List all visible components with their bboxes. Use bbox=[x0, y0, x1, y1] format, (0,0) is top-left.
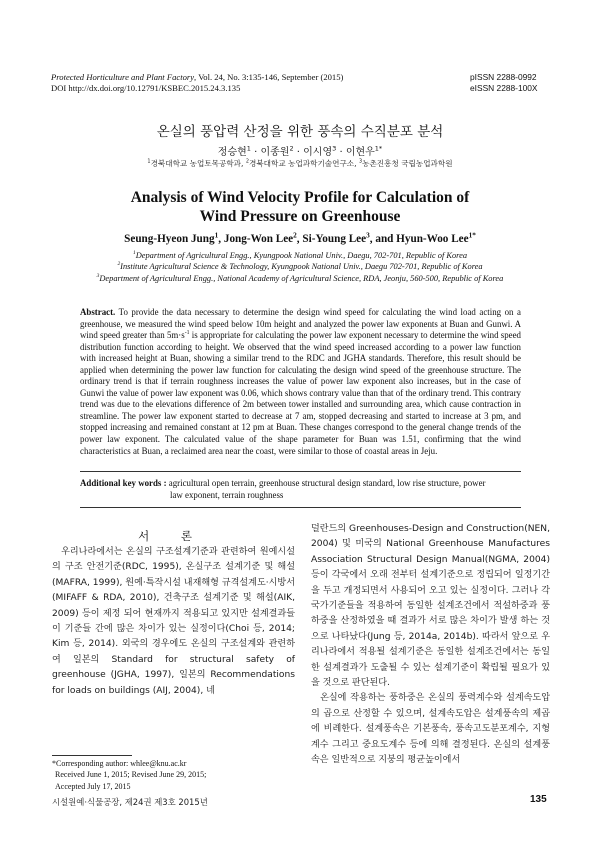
korean-author: 정승현 bbox=[217, 147, 247, 158]
affiliation-text: Institute Agricultural Science & Technology, Kyungpook National Univ., Daegu 702-701, Republic of Korea bbox=[120, 262, 483, 272]
korean-affiliation: 경북대학교 농업토목공학과, bbox=[150, 159, 246, 168]
korean-author: 이현우 bbox=[345, 147, 375, 158]
keywords-label: Additional key words bbox=[80, 478, 162, 488]
english-affiliation bbox=[0, 250, 600, 261]
page-number: 135 bbox=[530, 794, 547, 805]
footnote-divider bbox=[52, 755, 132, 756]
affil-sup: 3 bbox=[358, 158, 363, 165]
english-affiliation bbox=[0, 273, 600, 284]
korean-author: 이시영 bbox=[303, 147, 333, 158]
english-author: Seung-Hyeon Jung bbox=[124, 233, 215, 245]
keywords-text-cont: law exponent, terrain roughness bbox=[170, 489, 284, 500]
abstract-divider bbox=[80, 471, 521, 472]
author-separator: · bbox=[250, 147, 261, 158]
author-separator: · bbox=[293, 147, 304, 158]
author-sup: 1 bbox=[246, 144, 251, 153]
author-sup: 3 bbox=[366, 231, 370, 240]
keywords-colon: : bbox=[161, 478, 169, 488]
body-paragraph: 덜란드의 Greenhouses-Design and Construction(NEN, 2004) 및 미국의 National Greenhouse Manufactures Association Structural Design Manual(NGMA, 2004)등이 각국에서 오래 전부터 설계기준으로 정립되어 일정기간을 두고 개정되면서 사용되어 오고 있는 실정이다. 그러나 각 국가기준들을 적용하여 동일한 설계조건에서 적설하중과 풍하중을 산정하였을 때 결과가 서로 많은 차이가 발생 하는 것으로 나타났다(Jung 등, 2014a, 2014b). 따라서 앞으로 우리나라에서 적용될 설계기준은 동일한 설계조건에서는 동일한 설계결과가 도출될 수 있는 설계기준이 확립될 필요가 있을 것으로 판단된다. bbox=[311, 524, 550, 689]
body-paragraph: 온실에 작용하는 풍하중은 온실의 풍력계수와 설계속도압의 곱으로 산정할 수 있으며, 설계속도압은 설계풍속의 제곱에 비례한다. 설계풍속은 기본풍속, 풍속고도분포계수, 지형계수 그리고 중요도계수 등에 의해 결정된다. 온실의 설계풍속은 일반적으로 지붕의 평균높이에서 bbox=[311, 693, 550, 766]
korean-authors bbox=[0, 143, 600, 158]
author-sup: 2 bbox=[289, 144, 294, 153]
author-sup: 1 bbox=[214, 231, 219, 240]
body-right-column bbox=[311, 522, 550, 769]
english-author: , Jong-Won Lee bbox=[218, 233, 294, 245]
body-paragraph: 우리나라에서는 온실의 구조설계기준과 관련하여 원예시설의 구조 안전기준(RDC, 1995), 온실구조 설계기준 및 해설(MAFRA, 1999), 원예·특작시설 내재해형 규격설계도·시방서(MIFAFF & RDA, 2010), 건축구조 설계기준 및 해설(AIK, 2009) 등이 제정 되어 현재까지 적용되고 있지만 설계결과들이 기준들 간에 많은 차이가 있는 실정이다(Choi 등, 2014; Kim 등, 2014). 외국의 경우에도 온실의 구조설계와 관련하여 일본의 Standard for structural safety of greenhouse (JGHA, 1997), 일본의 Recommendations for loads on buildings (AIJ, 2004), 네 bbox=[52, 547, 295, 696]
korean-affiliations bbox=[0, 158, 600, 169]
abstract-sup: -1 bbox=[184, 330, 190, 337]
section-title: 서 론 bbox=[138, 529, 206, 543]
affil-sup: 1 bbox=[147, 158, 151, 165]
affiliation-text: Department of Agricultural Engg., National Academy of Agricultural Science, RDA, Jeonju, 560-500, Republic of Korea bbox=[99, 273, 504, 283]
journal-citation: , Vol. 24, No. 3:135-146, September (2015) bbox=[194, 72, 344, 82]
body-left-column bbox=[52, 545, 295, 699]
keywords-text: agricultural open terrain, greenhouse structural design standard, low rise structure, power bbox=[168, 478, 486, 488]
abstract-label: Abstract. bbox=[80, 307, 116, 317]
affil-sup: 3 bbox=[96, 273, 100, 280]
received-date: Received June 1, 2015; Revised June 29, 2015; bbox=[55, 770, 207, 780]
author-sup: 1* bbox=[468, 231, 476, 240]
footer-journal: 시설원예·식물공장, 제24권 제3호 2015년 bbox=[52, 797, 208, 807]
korean-affiliation: 농촌진흥청 국립농업과학원 bbox=[362, 159, 453, 168]
footnotes bbox=[52, 758, 295, 792]
journal-header bbox=[51, 72, 411, 94]
english-title-line: Wind Pressure on Greenhouse bbox=[199, 208, 401, 225]
english-title bbox=[0, 188, 600, 226]
korean-affiliation: 경북대학교 농업과학기술연구소, bbox=[249, 159, 359, 168]
issn-block bbox=[470, 72, 560, 94]
keywords bbox=[80, 478, 521, 501]
english-author: , Si-Young Lee bbox=[296, 233, 367, 245]
affiliation-text: Department of Agricultural Engg., Kyungpook National Univ., Daegu, 702-701, Republic of Korea bbox=[135, 251, 468, 260]
affil-sup: 1 bbox=[132, 250, 136, 257]
keywords-divider bbox=[80, 507, 521, 508]
english-affiliations bbox=[0, 250, 600, 284]
english-affiliation bbox=[0, 261, 600, 272]
korean-author: 이종원 bbox=[260, 147, 290, 158]
author-sup: 1* bbox=[374, 144, 383, 153]
author-sup: 2 bbox=[293, 231, 297, 240]
abstract-text: To provide the data necessary to determine the design wind speed for calculating the wind load acting on a greenhouse, we measured the wind speed below 10m height and analyzed the power law exponents at Buan and Gunwi. A wind speed greater than 5m·s bbox=[80, 307, 521, 341]
pissn: pISSN 2288-0992 bbox=[470, 72, 537, 82]
abstract bbox=[80, 307, 521, 457]
korean-title: 온실의 풍압력 산정을 위한 풍속의 수직분포 분석 bbox=[156, 124, 444, 140]
affil-sup: 2 bbox=[117, 261, 121, 268]
journal-name: Protected Horticulture and Plant Factory bbox=[51, 72, 195, 82]
doi-link[interactable]: DOI http://dx.doi.org/10.12791/KSBEC.2015.24.3.135 bbox=[51, 83, 241, 94]
author-separator: · bbox=[336, 147, 346, 158]
affil-sup: 2 bbox=[245, 158, 250, 165]
english-authors bbox=[0, 233, 600, 245]
english-author: , and Hyun-Woo Lee bbox=[369, 233, 469, 245]
accepted-date: Accepted July 17, 2015 bbox=[55, 781, 131, 791]
author-sup: 3 bbox=[332, 144, 337, 153]
english-title-line: Analysis of Wind Velocity Profile for Calculation of bbox=[130, 189, 470, 206]
corresponding-author: *Corresponding author: whlee@knu.ac.kr bbox=[52, 759, 187, 768]
abstract-text-cont: is appropriate for calculating the power law exponent necessary to determine the wind speed distribution function according to height. We observed that the wind speed increased according to a power law function with increased height at Buan, showing a similar trend to the RDC and JGHA standards. Therefore, this result should be applied when determining the power law function for calculating the design wind speed of the greenhouse structure. The ordinary trend is that if terrain roughness increases the value of power law exponent also increases, but in the case of Gunwi the value of power law exponent was 0.06, which shows contrary value than that of the ordinary trend. This contrary trend was due to the elevations difference of 2m between tower installed and surrounding area, which cause contraction in streamline. The power law exponent started to decrease at 7 am, stopped decreasing and started to increase at 3 pm, and stopped increasing and remained constant at 12 pm at Buan. These changes correspond to the general change trends of the power law exponent. The calculated value of the shape parameter for Buan was 1.51, confirming that the wind characteristics at Buan, a reclaimed area near the coast, were similar to those of coastal areas in Jeju. bbox=[80, 330, 521, 456]
eissn: eISSN 2288-100X bbox=[470, 83, 538, 94]
